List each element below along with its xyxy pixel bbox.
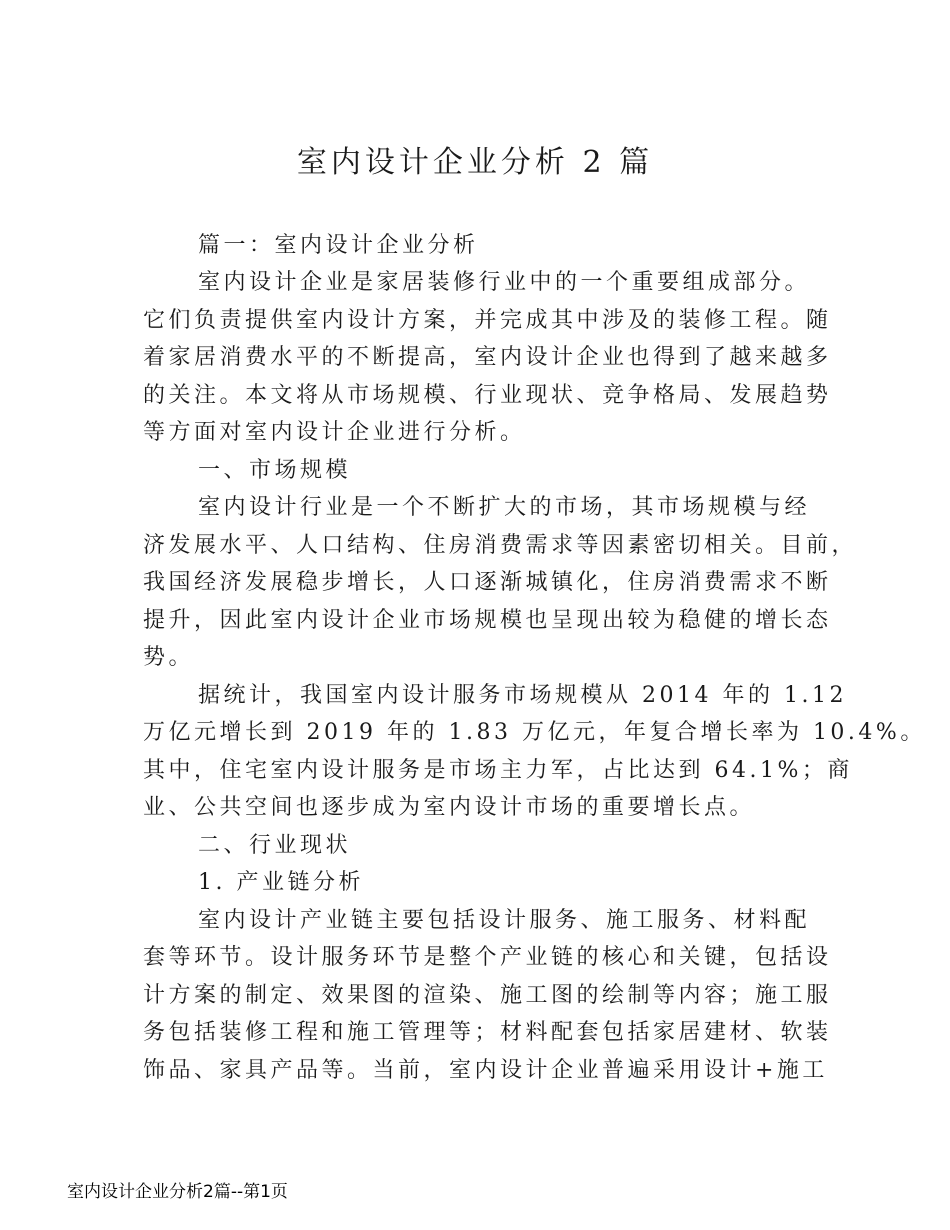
body-line: 着家居消费水平的不断提高，室内设计企业也得到了越来越多 [143, 345, 832, 370]
body-line: 的关注。本文将从市场规模、行业现状、竞争格局、发展趋势 [143, 383, 832, 408]
body-line: 济发展水平、人口结构、住房消费需求等因素密切相关。目前， [143, 533, 858, 558]
body-line: 计方案的制定、效果图的渲染、施工图的绘制等内容；施工服 [143, 983, 832, 1008]
body-line: 室内设计产业链主要包括设计服务、施工服务、材料配 [198, 908, 811, 933]
body-line: 套等环节。设计服务环节是整个产业链的核心和关键，包括设 [143, 945, 832, 970]
body-line: 据统计，我国室内设计服务市场规模从 2014 年的 1.12 [198, 683, 847, 708]
subsection-heading-industry-chain: 1. 产业链分析 [198, 870, 364, 895]
body-line: 业、公共空间也逐步成为室内设计市场的重要增长点。 [143, 795, 756, 820]
body-line: 室内设计企业是家居装修行业中的一个重要组成部分。 [198, 270, 811, 295]
document-title: 室内设计企业分析 2 篇 [296, 145, 654, 180]
body-line: 饰品、家具产品等。当前，室内设计企业普遍采用设计+施工 [143, 1058, 828, 1083]
section-heading-industry-status: 二、行业现状 [198, 833, 352, 858]
body-line: 室内设计行业是一个不断扩大的市场，其市场规模与经 [198, 495, 811, 520]
section-heading-part-one: 篇一：室内设计企业分析 [198, 233, 479, 258]
section-heading-market-size: 一、市场规模 [198, 458, 352, 483]
body-line: 其中，住宅室内设计服务是市场主力军，占比达到 64.1%；商 [143, 758, 853, 783]
page-footer: 室内设计企业分析2篇--第1页 [67, 1182, 288, 1202]
body-line: 它们负责提供室内设计方案，并完成其中涉及的装修工程。随 [143, 308, 832, 333]
body-line: 我国经济发展稳步增长，人口逐渐城镇化，住房消费需求不断 [143, 570, 832, 595]
body-line: 务包括装修工程和施工管理等；材料配套包括家居建材、软装 [143, 1020, 832, 1045]
body-line: 势。 [143, 645, 195, 670]
body-line: 等方面对室内设计企业进行分析。 [143, 420, 526, 445]
body-line: 万亿元增长到 2019 年的 1.83 万亿元，年复合增长率为 10.4%。 [143, 720, 926, 745]
body-line: 提升，因此室内设计企业市场规模也呈现出较为稳健的增长态 [143, 608, 832, 633]
